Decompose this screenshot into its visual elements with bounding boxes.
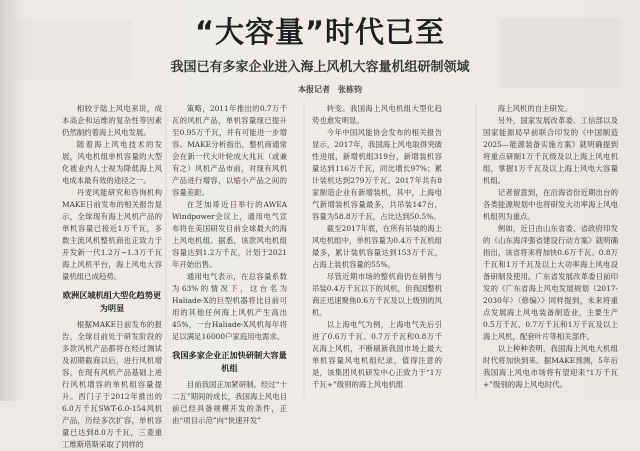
headline: “大容量”时代已至: [194, 15, 446, 49]
faint-bleed-block: [500, 18, 620, 88]
paragraph: 转变。我国海上风电机组大型化趋势也愈发明显。: [312, 104, 442, 125]
paragraph: 随着海上风电技术的发展，风电机组单机容量的大型化被业内人士视为降低海上风电成本最有效的途径之一。: [62, 140, 162, 185]
byline-name: 张栋钧: [338, 85, 362, 94]
paragraph: 目前我国正加紧研制。经过“十二五”期间的成长，我国海上风电目前已经具备规模开发的条件，正由“项目示范”向“快速开发”: [172, 380, 287, 425]
paragraph: 丹麦风能研究和咨询机构MAKE日前发布的相关报告显示，全球现有海上风机产品的单机容量已接近1万千瓦，多数主流风机整机商也正致力于开发新一代1.2万~1.3万千瓦海上风机平台，海上风电大容量机组已成趋势。: [62, 188, 162, 281]
paragraph: 尽管近期市场的整机商仍在销售与吊装0.4万千瓦以下的风机，但我国整机商正迅速聚焦0.6万千瓦及以上级别的风机。: [312, 272, 443, 317]
section-heading: 我国多家企业正加快研制大容量机组: [172, 350, 287, 373]
article-column-4: [483, 103, 618, 399]
byline: [270, 84, 390, 95]
paragraph: 今年中国风能协会发布的相关报告显示，2017年，我国海上风电取得突破性进展，新增机组319台，新增装机容量达到116万千瓦，同比增长97%；累计装机达到279万千瓦。2017年共有8家制造企业有新增装机，其中，上海电气新增装机容量最多，共吊装147台，容量为58.8万千瓦，占比达到50.5%。: [312, 128, 442, 221]
byline-role: 本报记者: [298, 85, 330, 94]
paragraph: 海上风机的自主研发。: [497, 104, 572, 113]
paragraph: 例如，近日由山东省委、省政府印发的《山东海洋强省建设行动方案》就明确指出，该省将来将加快0.6万千瓦、0.8万千瓦和1万千瓦及以上大功率海上风电设备研制及使用。广东省发展改革委日前印发的《广东省海上风电发展规划（2017-2030年）（修编）》同样提到，未来将重点发展海上风电装备制造业，主要生产0.5万千瓦、0.7万千瓦和1万千瓦及以上海上风机，配套叶片等相关部件。: [483, 224, 618, 341]
paragraph: 通用电气表示，在总容量系数为63%的情况下，这台名为Haliade-X的巨型机器将比目前可用的其他任何海上风机产生高出45%，一台Haliade-X风机每年将足以满足16000户家庭用电需求。: [172, 272, 287, 341]
article-column-3: [312, 103, 442, 399]
paragraph: 相较于陆上风电来说，成本高企和运维的复杂性等因素仍然制约着海上风电发展。: [62, 104, 162, 137]
article-column-1: [62, 103, 162, 449]
faint-bleed-block-left: [12, 20, 132, 80]
article-column-2: [172, 103, 287, 425]
paragraph: 截至2017年底，在所有吊装的海上风电机组中，单机容量为0.4万千瓦机组最多，累计装机容量达到153万千瓦，占海上装机容量的55%。: [312, 224, 443, 269]
subheadline: 我国已有多家企业进入海上风机大容量机组研制领域: [170, 60, 470, 75]
paragraph: 根据MAKE日前发布的报告，全球目前处于研发阶段的多款风机产品都将在经过测试及初期截商以后，进行风机增容，在现有风机产品基础上进行风机增容的单机组容量提升。西门子于2012年推出的6.0万千瓦SWT-6.0-154风机产品，历经多次扩容，单机容量已达到8.0万千瓦，三菱重工维斯塔斯采取了同样的: [62, 320, 162, 449]
page-fold-shadow: [0, 0, 20, 401]
paragraph: 在芝加哥近日举行的AWEA Windpower会议上，通用电气宣布将在美国研发目前全球最大的海上风电机组。据悉，该款风电机组容量达到1.2万千瓦，计划于2021年开始出售。: [172, 200, 287, 269]
paragraph: 记者留意到，在沿海省份近期出台的各类能源规划中也将研发大功率海上风电机组列为重点。: [483, 188, 618, 221]
paragraph: 策略，2011年推出的0.7万千瓦的风机产品，单机容量现已提升至0.95万千瓦，并有可能进一步增容。MAKE分析指出，整机商通常会在新一代大叶轮成大兆瓦（或兼有之）风机产品市前，对现有风机产品进行增容，以缩小产品之间的容量差距。: [172, 104, 287, 197]
paragraph: 以上种种表明，我国海上风电大机组时代将加快到来。据MAKE预测，5年后我国海上风电市场将有望迎来“1万千瓦+”级别的海上风电时代。: [483, 344, 618, 389]
paragraph: 另外，国家发展改革委、工信部以及国家能源局早前联合印发的《中国制造2025—能源装备实施方案》就明确提到将重点研制1万千瓦级及以上海上风电机组，掌握1万千瓦及以上海上风电大容量机组。: [483, 116, 618, 185]
section-heading: 欧洲区域机组大型化趋势更为明显: [62, 290, 162, 313]
paragraph: 以上海电气为例，上海电气先后引进了0.6万千瓦、0.7万千瓦和0.8万千瓦海上风机，不断刷新我国市场上最大单机容量风电机组纪录，值得注意的是，该集团风机研发中心正致力于“1万千瓦+”级别的海上风电机组: [312, 320, 442, 389]
